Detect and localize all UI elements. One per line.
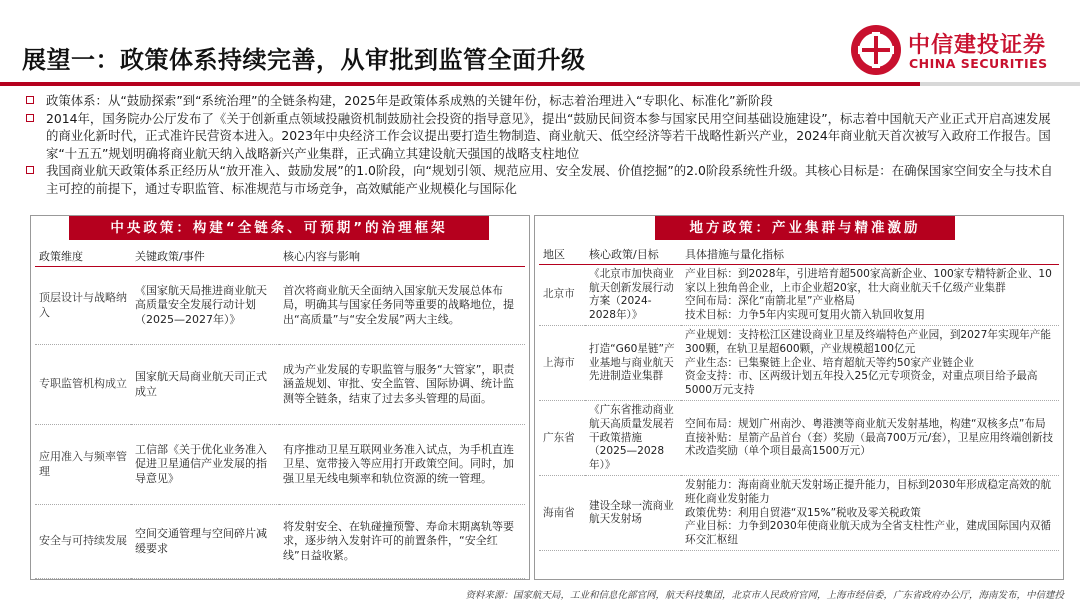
table-row <box>35 425 525 505</box>
table-row <box>539 476 1059 551</box>
square-bullet-icon <box>26 166 34 174</box>
table-header-row <box>539 244 1059 265</box>
bullet-text: 2014年，国务院办公厅发布了《关于创新重点领域投融资机制鼓励社会投资的指导意见》，提出“鼓励民间资本参与国家民用空间基础设施建设”，标志着中国航天产业正式开启高速发展的商业化新时代，正式准许民营资本进入。2023年中央经济工作会议提出要打造生物制造、商业航天、低空经济等若干战略性新兴产业，2024年商业航天首次被写入政府工作报告。国家“十五五”规划明确将商业航天纳入战略新兴产业集群，正式确立其建设航天强国的战略支柱地位 <box>46 110 1051 161</box>
bullet-item <box>22 110 1062 163</box>
header-divider <box>0 82 1080 86</box>
policy-event: 空间交通管理与空间碎片减缓要求 <box>131 505 279 579</box>
bullet-item <box>22 92 1062 110</box>
region-measures: 发射能力：海南商业航天发射场正提升能力，目标到2030年形成稳定高效的航班化商业发射能力 政策优势：利用自贸港“双15%”税收及零关税政策 产业目标：力争到2030年使商业航天成为全省支柱性产业，建成国际国内双循环交汇枢纽 <box>681 476 1059 551</box>
square-bullet-icon <box>26 96 34 104</box>
table-row <box>539 401 1059 476</box>
column-header: 具体措施与量化指标 <box>681 244 1059 265</box>
policy-event: 《国家航天局推进商业航天高质量安全发展行动计划（2025—2027年）》 <box>131 267 279 345</box>
policy-content: 首次将商业航天全面纳入国家航天发展总体布局，明确其与国家任务同等重要的战略地位，提出“高质量”与“安全发展”两大主线。 <box>279 267 525 345</box>
policy-dimension: 应用准入与频率管理 <box>35 425 131 505</box>
company-logo <box>848 22 1068 80</box>
citic-emblem-icon <box>848 22 904 78</box>
policy-content: 成为产业发展的专职监管与服务“大管家”，职责涵盖规划、审批、安全监管、国际协调、统计监测等全链条，结束了过去多头管理的局面。 <box>279 345 525 425</box>
bullet-text: 政策体系：从“鼓励探索”到“系统治理”的全链条构建，2025年是政策体系成熟的关键年份，标志着治理进入“专职化、标准化”新阶段 <box>46 93 773 108</box>
source-note: 资料来源：国家航天局，工业和信息化部官网，航天科技集团，北京市人民政府官网，上海市经信委，广东省政府办公厅，海南发布，中信建投 <box>465 590 1064 601</box>
bullet-text: 我国商业航天政策体系正经历从“放开准入、鼓励发展”的1.0阶段，向“规划引领、规范应用、安全发展、价值挖掘”的2.0阶段系统性升级。其核心目标是：在确保国家空间安全与技术自主可控的前提下，通过专职监管、标准规范与市场竞争，高效赋能产业规模化与国际化 <box>46 163 1053 196</box>
column-header: 核心内容与影响 <box>279 246 525 267</box>
policy-dimension: 顶层设计与战略纳入 <box>35 267 131 345</box>
policy-event: 工信部《关于优化业务准入促进卫星通信产业发展的指导意见》 <box>131 425 279 505</box>
region-name: 上海市 <box>539 326 585 401</box>
local-policy-heading: 地方政策：产业集群与精准激励 <box>655 216 955 240</box>
local-policy-panel <box>534 215 1064 580</box>
region-name: 广东省 <box>539 401 585 476</box>
table-header-row <box>35 246 525 267</box>
logo-text-en: CHINA SECURITIES <box>909 56 1048 71</box>
column-header: 政策维度 <box>35 246 131 267</box>
region-policy: 《广东省推动商业航天高质量发展若干政策措施（2025—2028年）》 <box>585 401 681 476</box>
central-policy-heading: 中央政策：构建“全链条、可预期”的治理框架 <box>69 216 489 240</box>
table-row <box>35 345 525 425</box>
bullet-item <box>22 162 1062 197</box>
table-row <box>35 505 525 579</box>
region-name: 海南省 <box>539 476 585 551</box>
region-policy: 《北京市加快商业航天创新发展行动方案（2024-2028年）》 <box>585 265 681 326</box>
table-row <box>539 265 1059 326</box>
bullet-list <box>22 92 1062 197</box>
policy-dimension: 安全与可持续发展 <box>35 505 131 579</box>
region-name: 北京市 <box>539 265 585 326</box>
region-measures: 产业规划：支持松江区建设商业卫星及终端特色产业园，到2027年实现年产能300颗，在轨卫星超600颗，产业规模超100亿元 产业生态：已集聚链上企业、培育超航天等约50家产业链企业 资金支持：市、区两级计划五年投入25亿元专项资金，对重点项目给予最高5000万元支持 <box>681 326 1059 401</box>
central-policy-table <box>35 246 525 579</box>
policy-content: 有序推动卫星互联网业务准入试点，为手机直连卫星、宽带接入等应用打开政策空间。同时，加强卫星无线电频率和轨位资源的统一管理。 <box>279 425 525 505</box>
policy-content: 将发射安全、在轨碰撞预警、寿命末期离轨等要求，逐步纳入发射许可的前置条件，“安全红线”日益收紧。 <box>279 505 525 579</box>
column-header: 地区 <box>539 244 585 265</box>
policy-event: 国家航天局商业航天司正式成立 <box>131 345 279 425</box>
logo-text-cn: 中信建投证券 <box>908 33 1047 58</box>
square-bullet-icon <box>26 114 34 122</box>
region-policy: 建设全球一流商业航天发射场 <box>585 476 681 551</box>
table-row <box>35 267 525 345</box>
region-policy: 打造“G60星链”产业基地与商业航天先进制造业集群 <box>585 326 681 401</box>
column-header: 核心政策/目标 <box>585 244 681 265</box>
page-title: 展望一：政策体系持续完善，从审批到监管全面升级 <box>22 46 586 74</box>
table-row <box>539 326 1059 401</box>
central-policy-panel <box>30 215 530 580</box>
policy-dimension: 专职监管机构成立 <box>35 345 131 425</box>
region-measures: 产业目标：到2028年，引进培育超500家高新企业、100家专精特新企业、10家以上独角兽企业，上市企业超20家，壮大商业航天千亿级产业集群 空间布局：深化“南箭北星”产业格局 技术目标：力争5年内实现可复用火箭入轨回收复用 <box>681 265 1059 326</box>
column-header: 关键政策/事件 <box>131 246 279 267</box>
region-measures: 空间布局：规划广州南沙、粤港澳等商业航天发射基地，构建“双核多点”布局 直接补贴：星箭产品首台（套）奖励（最高700万元/套），卫星应用终端创新技术改造奖励（单个项目最高1500万元） <box>681 401 1059 476</box>
local-policy-table <box>539 244 1059 551</box>
